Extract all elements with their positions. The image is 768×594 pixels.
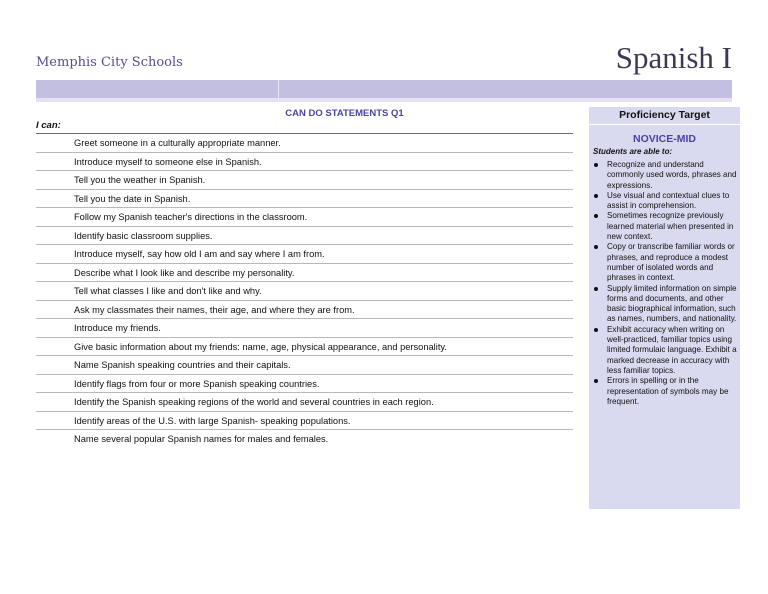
proficiency-bullet-text: Recognize and understand commonly used words, phrases and expressions. [607, 160, 737, 190]
bullet-dot-icon [594, 379, 598, 383]
can-do-heading: CAN DO STATEMENTS Q1 [285, 108, 404, 119]
proficiency-bullet-text: Errors in spelling or in the representation of symbols may be frequent. [607, 376, 729, 406]
statement-item: Greet someone in a culturally appropriate manner. [36, 134, 573, 153]
proficiency-bullet-list [589, 160, 740, 407]
statement-item: Identify areas of the U.S. with large Spanish- speaking populations. [36, 412, 573, 431]
statement-item: Tell you the weather in Spanish. [36, 171, 573, 190]
proficiency-bullet-text: Exhibit accuracy when writing on well-practiced, familiar topics using limited formulaic language. Exhibit a marked decrease in accuracy with less familiar topics. [607, 324, 737, 375]
proficiency-level: NOVICE-MID [633, 133, 696, 145]
proficiency-bullet-text: Copy or transcribe familiar words or phrases, and reproduce a modest number of isolated words and phrases in context. [607, 242, 735, 283]
proficiency-bullet-text: Use visual and contextual clues to assist in comprehension. [607, 190, 730, 211]
i-can-label: I can: [36, 120, 573, 134]
statement-item: Name several popular Spanish names for males and females. [74, 434, 329, 444]
bullet-dot-icon [594, 163, 598, 167]
statement-item: Introduce my friends. [36, 319, 573, 338]
proficiency-bullet [593, 242, 737, 283]
can-do-section [36, 108, 573, 449]
proficiency-panel [589, 107, 740, 509]
proficiency-title: Proficiency Target [589, 107, 740, 125]
bullet-dot-icon [594, 194, 598, 198]
statement-item: Identify flags from four or more Spanish speaking countries. [36, 375, 573, 394]
statement-list [36, 134, 573, 449]
statement-item: Tell you the date in Spanish. [36, 190, 573, 209]
statement-item: Introduce myself to someone else in Spanish. [36, 153, 573, 172]
proficiency-bullet-text: Supply limited information on simple forms and documents, and other basic biographical information, such as names, numbers, and nationality. [607, 283, 737, 324]
bullet-dot-icon [594, 287, 598, 291]
proficiency-bullet [593, 191, 737, 212]
bullet-dot-icon [594, 245, 598, 249]
subject-title: Spanish I [615, 40, 732, 75]
statement-item: Ask my classmates their names, their age, and where they are from. [36, 301, 573, 320]
proficiency-bullet [593, 325, 737, 376]
proficiency-bullet [593, 160, 737, 191]
statement-item: Tell what classes I like and don't like and why. [36, 282, 573, 301]
statement-item: Introduce myself, say how old I am and say where I am from. [36, 245, 573, 264]
proficiency-bullet [593, 376, 737, 407]
statement-item: Describe what I look like and describe my personality. [36, 264, 573, 283]
statement-item: Follow my Spanish teacher's directions in the classroom. [36, 208, 573, 227]
statement-item: Give basic information about my friends: name, age, physical appearance, and personality. [36, 338, 573, 357]
statement-item: Identify basic classroom supplies. [36, 227, 573, 246]
bullet-dot-icon [594, 214, 598, 218]
statement-item: Name Spanish speaking countries and their capitals. [36, 356, 573, 375]
header-band-strip [36, 98, 732, 102]
proficiency-bullet [593, 284, 737, 325]
bullet-dot-icon [594, 328, 598, 332]
statement-item: Identify the Spanish speaking regions of the world and several countries in each region. [36, 393, 573, 412]
students-able-label: Students are able to: [593, 147, 673, 156]
header-band-separator [278, 80, 279, 102]
proficiency-bullet [593, 211, 737, 242]
header-band [36, 80, 732, 98]
proficiency-bullet-text: Sometimes recognize previously learned material when presented in new context. [607, 211, 734, 242]
organization-title: Memphis City Schools [36, 55, 183, 70]
